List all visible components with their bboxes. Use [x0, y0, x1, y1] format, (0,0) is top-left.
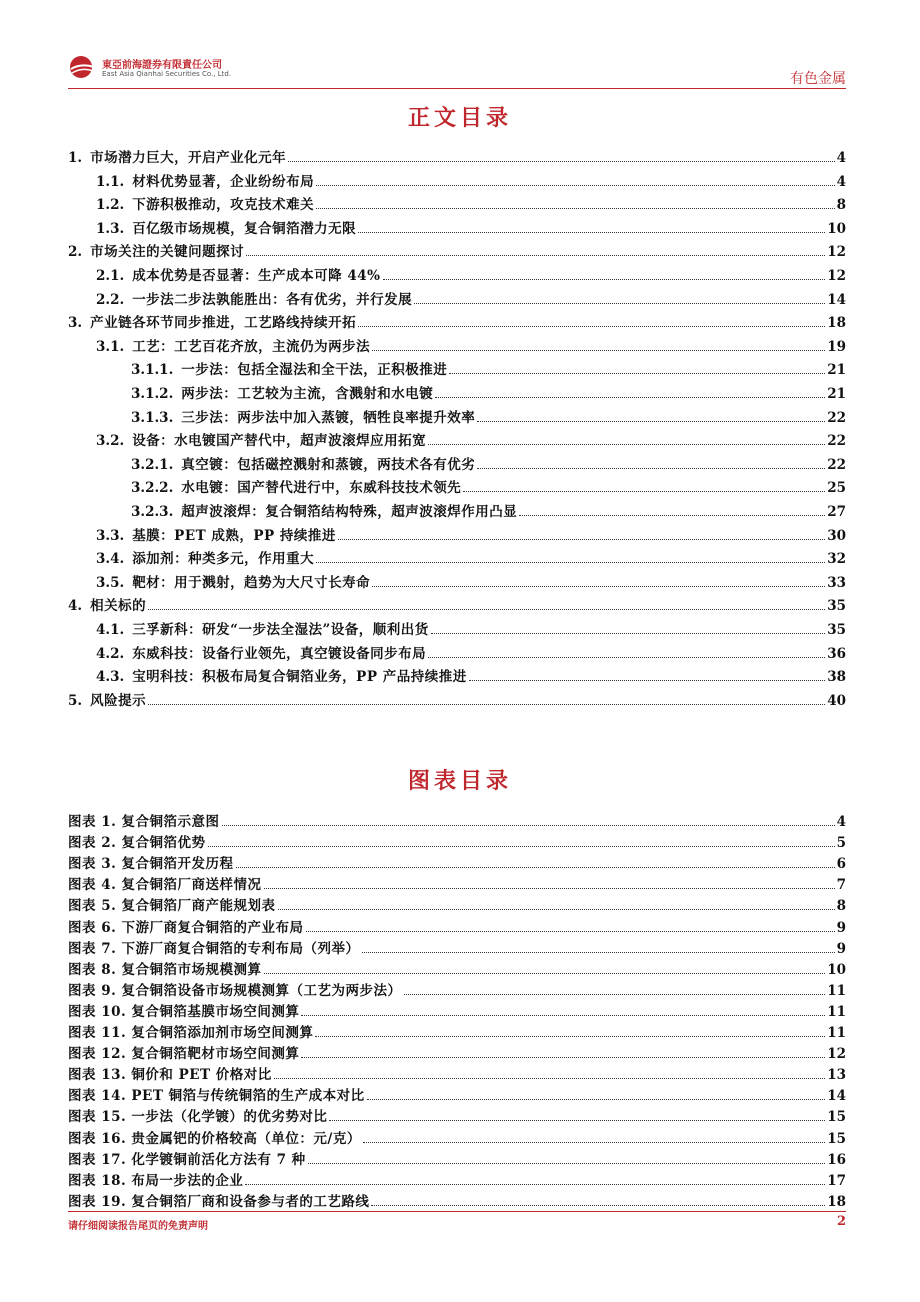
dot-leader [301, 1014, 825, 1016]
figure-entry-title: 图表 9. 复合铜箔设备市场规模测算（工艺为两步法） [68, 982, 402, 999]
figure-entry[interactable] [68, 937, 846, 957]
company-logo-icon [68, 54, 98, 80]
toc-entry-number: 2.1. [96, 268, 125, 284]
figure-entry-title: 图表 7. 下游厂商复合铜箔的专利布局（列举） [68, 940, 360, 957]
toc-entry-page: 22 [827, 456, 846, 473]
toc-entry-page: 12 [827, 244, 846, 261]
figure-entry[interactable] [68, 1105, 846, 1125]
toc-entry-title: 超声波滚焊：复合铜箔结构特殊，超声波滚焊作用凸显 [181, 504, 518, 520]
toc-entry-page: 22 [827, 409, 846, 426]
toc-entry-number: 1.1. [96, 173, 125, 190]
toc-entry-number: 3.1. [96, 338, 125, 355]
figure-entry-title: 图表 13. 铜价和 PET 价格对比 [68, 1067, 272, 1084]
figure-entry-page: 9 [836, 919, 846, 936]
toc-entry-title: 三步法：两步法中加入蒸镀，牺牲良率提升效率 [181, 409, 476, 426]
figure-entry[interactable] [68, 1063, 846, 1083]
toc-entry[interactable] [68, 500, 846, 520]
toc-entry-number: 3.1.1. [131, 362, 174, 379]
toc-entry-number: 3.4. [96, 551, 125, 568]
figure-entry-title: 图表 12. 复合铜箔靶材市场空间测算 [68, 1046, 300, 1063]
toc-entry-title: 风险提示 [90, 692, 147, 709]
footer-divider [68, 1211, 846, 1212]
toc-entry-page: 38 [827, 669, 846, 686]
toc-entry-number: 3.2. [96, 433, 125, 450]
figure-entry[interactable] [68, 1021, 846, 1041]
dot-leader [316, 207, 834, 209]
toc-entry[interactable] [68, 264, 846, 284]
dot-leader [469, 679, 826, 681]
dot-leader [288, 160, 835, 162]
figure-entry-page: 10 [827, 961, 846, 978]
toc-entry[interactable] [68, 594, 846, 614]
dot-leader [308, 1162, 826, 1164]
dot-leader [371, 1204, 825, 1206]
figure-entry[interactable] [68, 1042, 846, 1062]
figure-entry-page: 14 [827, 1088, 846, 1105]
dot-leader [463, 490, 825, 492]
figure-entry-page: 7 [836, 877, 846, 894]
figure-entry[interactable] [68, 916, 846, 936]
toc-entry-title: 百亿级市场规模，复合铜箔潜力无限 [132, 220, 357, 237]
dot-leader [449, 372, 825, 374]
toc-entry-title: 市场潜力巨大，开启产业化元年 [90, 150, 287, 166]
dot-leader [372, 585, 825, 587]
toc-entry[interactable] [68, 524, 846, 544]
toc-entry-page: 14 [827, 291, 846, 308]
toc-entry-number: 4.2. [96, 645, 125, 662]
toc-entry-title: 材料优势显著，企业纷纷布局 [132, 173, 315, 190]
figure-entry-title: 图表 17. 化学镀铜前活化方法有 7 种 [68, 1151, 306, 1168]
toc-title: 正文目录 [407, 105, 512, 131]
figure-entry-page: 11 [827, 1025, 846, 1041]
toc-entry[interactable] [68, 429, 846, 449]
figure-entry-page: 8 [836, 898, 846, 915]
dot-leader [477, 467, 825, 469]
figure-entry-page: 4 [836, 814, 846, 830]
dot-leader [428, 656, 825, 658]
section-tag: 有色金属 [790, 71, 846, 87]
toc-entry-title: 相关标的 [90, 598, 147, 615]
figure-entry-title: 图表 5. 复合铜箔厂商产能规划表 [68, 898, 276, 915]
toc-entry-title: 产业链各环节同步推进，工艺路线持续开拓 [90, 315, 357, 332]
figure-entry-title: 图表 6. 下游厂商复合铜箔的产业布局 [68, 919, 304, 936]
figure-entry-page: 15 [827, 1109, 846, 1126]
toc-entry-page: 35 [827, 622, 846, 638]
dot-leader [301, 1056, 825, 1058]
toc-entry[interactable] [68, 311, 846, 331]
toc-entry-page: 36 [827, 645, 846, 662]
toc-entry-page: 33 [827, 574, 846, 591]
figure-entry[interactable] [68, 810, 846, 830]
company-name-cn: 東亞前海證券有限責任公司 [102, 60, 222, 71]
dot-leader [383, 278, 826, 280]
toc-entry-page: 21 [827, 362, 846, 379]
dot-leader [372, 349, 825, 351]
toc-entry-title: 成本优势是否显著：生产成本可降 44% [132, 268, 381, 284]
figure-entry-title: 图表 2. 复合铜箔优势 [68, 835, 206, 852]
toc-entry-number: 3.5. [96, 574, 125, 591]
toc-entry-title: 一步法：包括全湿法和全干法，正积极推进 [181, 362, 448, 379]
toc-entry-number: 2. [68, 244, 83, 261]
toc-entry-number: 3. [68, 315, 83, 332]
toc-entry-page: 22 [827, 433, 846, 450]
dot-leader [222, 824, 835, 826]
figure-entry-title: 图表 4. 复合铜箔厂商送样情况 [68, 877, 262, 894]
toc-entry-title: 东威科技：设备行业领先，真空镀设备同步布局 [132, 645, 427, 662]
dot-leader [367, 1098, 826, 1100]
toc-entry[interactable] [68, 240, 846, 260]
toc-entry-title: 下游积极推动，攻克技术难关 [132, 197, 315, 214]
dot-leader [362, 951, 835, 953]
toc-entry-number: 3.1.2. [131, 386, 174, 402]
toc-entry-page: 19 [827, 338, 846, 355]
figure-entry-title: 图表 10. 复合铜箔基膜市场空间测算 [68, 1003, 300, 1020]
figure-entry-title: 图表 18. 布局一步法的企业 [68, 1172, 244, 1189]
toc-entry[interactable] [68, 476, 846, 496]
dot-leader [414, 302, 825, 304]
figure-entry-title: 图表 15. 一步法（化学镀）的优劣势对比 [68, 1109, 328, 1126]
figure-entry[interactable] [68, 852, 846, 872]
dot-leader [428, 443, 825, 445]
dot-leader [148, 703, 825, 705]
figure-entry-page: 11 [827, 1003, 846, 1020]
toc-entry-number: 1.3. [96, 220, 125, 237]
dot-leader [246, 254, 825, 256]
toc-entry[interactable] [68, 453, 846, 473]
toc-entry-title: 市场关注的关键问题探讨 [90, 244, 245, 261]
toc-entry[interactable] [68, 288, 846, 308]
figure-entry-title: 图表 19. 复合铜箔厂商和设备参与者的工艺路线 [68, 1193, 370, 1210]
dot-leader [315, 1035, 825, 1037]
figure-entry[interactable] [68, 894, 846, 914]
dot-leader [329, 1119, 825, 1121]
figure-entry[interactable] [68, 1169, 846, 1189]
toc-entry-number: 3.3. [96, 527, 125, 544]
dot-leader [148, 608, 825, 610]
toc-entry[interactable] [68, 358, 846, 378]
toc-entry-number: 4.3. [96, 669, 125, 686]
toc-entry-page: 18 [827, 315, 846, 332]
figure-entry[interactable] [68, 1190, 846, 1210]
toc-entry-page: 32 [827, 551, 846, 568]
figure-entry-page: 9 [836, 940, 846, 957]
toc-entry[interactable] [68, 217, 846, 237]
toc-entry[interactable] [68, 571, 846, 591]
dot-leader [245, 1183, 825, 1185]
dot-leader [358, 231, 825, 233]
toc-entry[interactable] [68, 665, 846, 685]
figure-entry-page: 5 [836, 835, 846, 852]
figure-entry-page: 12 [827, 1046, 846, 1063]
toc-entry-number: 1. [68, 150, 83, 166]
toc-entry-page: 12 [827, 268, 846, 284]
toc-entry-number: 5. [68, 692, 83, 709]
dot-leader [435, 396, 825, 398]
toc-entry-page: 40 [827, 692, 846, 709]
dot-leader [316, 561, 825, 563]
toc-entry-title: 基膜：PET 成熟，PP 持续推进 [132, 527, 336, 544]
figure-entry-page: 18 [827, 1193, 846, 1210]
figure-entry-title: 图表 8. 复合铜箔市场规模测算 [68, 961, 262, 978]
dot-leader [236, 866, 835, 868]
figure-entry-page: 11 [827, 982, 846, 999]
figure-entry-title: 图表 1. 复合铜箔示意图 [68, 814, 220, 830]
figure-entry-title: 图表 14. PET 铜箔与传统铜箔的生产成本对比 [68, 1088, 365, 1105]
toc-entry-number: 3.1.3. [131, 409, 174, 426]
dot-leader [431, 632, 825, 634]
toc-entry[interactable] [68, 618, 846, 638]
dot-leader [363, 1141, 825, 1143]
figure-entry-page: 6 [836, 856, 846, 873]
dot-leader [477, 420, 825, 422]
dot-leader [274, 1077, 825, 1079]
dot-leader [278, 908, 835, 910]
figure-entry[interactable] [68, 1127, 846, 1147]
dot-leader [208, 845, 835, 847]
dot-leader [358, 325, 825, 327]
figure-entry-page: 17 [827, 1172, 846, 1189]
toc-entry-title: 工艺：工艺百花齐放，主流仍为两步法 [132, 338, 371, 355]
toc-entry-title: 添加剂：种类多元，作用重大 [132, 551, 315, 568]
company-name-en: East Asia Qianhai Securities Co., Ltd. [102, 70, 232, 78]
toc-entry-number: 4. [68, 598, 83, 615]
figure-entry-page: 15 [827, 1130, 846, 1147]
toc-entry-number: 3.2.1. [131, 456, 174, 473]
toc-entry-page: 21 [827, 386, 846, 402]
page-number: 2 [836, 1214, 846, 1229]
toc-entry[interactable] [68, 335, 846, 355]
figure-entry[interactable] [68, 958, 846, 978]
toc-entry[interactable] [68, 170, 846, 190]
toc-entry-page: 27 [827, 504, 846, 520]
figure-entry-title: 图表 3. 复合铜箔开发历程 [68, 856, 234, 873]
figure-entry[interactable] [68, 1148, 846, 1168]
toc-entry[interactable] [68, 547, 846, 567]
toc-entry-number: 1.2. [96, 197, 125, 214]
figure-entry[interactable] [68, 979, 846, 999]
toc-entry-page: 8 [836, 197, 846, 214]
toc-entry-page: 35 [827, 598, 846, 615]
toc-entry[interactable] [68, 146, 846, 166]
figure-entry[interactable] [68, 831, 846, 851]
toc-entry[interactable] [68, 406, 846, 426]
toc-entry-title: 两步法：工艺较为主流，含溅射和水电镀 [181, 386, 434, 402]
dot-leader [264, 972, 826, 974]
figure-entry-page: 16 [827, 1151, 846, 1168]
dot-leader [519, 514, 825, 516]
toc-entry-title: 宝明科技：积极布局复合铜箔业务，PP 产品持续推进 [132, 669, 467, 686]
toc-entry[interactable] [68, 689, 846, 709]
figure-entry[interactable] [68, 1000, 846, 1020]
toc-entry-title: 真空镀：包括磁控溅射和蒸镀，两技术各有优劣 [181, 456, 476, 473]
figure-entry[interactable] [68, 1084, 846, 1104]
toc-entry[interactable] [68, 642, 846, 662]
toc-entry-number: 3.2.2. [131, 480, 174, 497]
toc-entry-title: 水电镀：国产替代进行中，东威科技技术领先 [181, 480, 462, 497]
toc-entry-number: 2.2. [96, 291, 125, 308]
toc-entry-title: 设备：水电镀国产替代中，超声波滚焊应用拓宽 [132, 433, 427, 450]
toc-entry-title: 三孚新科：研发“一步法全湿法”设备，顺利出货 [132, 622, 429, 638]
toc-entry[interactable] [68, 193, 846, 213]
header-divider [68, 88, 846, 89]
toc-entry-page: 10 [827, 220, 846, 237]
toc-entry-number: 3.2.3. [131, 504, 174, 520]
toc-entry-title: 一步法二步法孰能胜出：各有优劣，并行发展 [132, 291, 413, 308]
toc-entry-title: 靶材：用于溅射，趋势为大尺寸长寿命 [132, 574, 371, 591]
footer-disclaimer: 请仔细阅读报告尾页的免责声明 [68, 1221, 208, 1232]
figure-entry-title: 图表 16. 贵金属钯的价格较高（单位：元/克） [68, 1130, 361, 1147]
figure-entry-page: 13 [827, 1067, 846, 1084]
toc-entry-number: 4.1. [96, 622, 125, 638]
dot-leader [264, 887, 835, 889]
toc-entry-page: 30 [827, 527, 846, 544]
dot-leader [316, 184, 834, 186]
toc-entry-page: 4 [836, 173, 846, 190]
toc-entry-page: 25 [827, 480, 846, 497]
figure-entry[interactable] [68, 873, 846, 893]
toc-entry-page: 4 [836, 150, 846, 166]
toc-entry[interactable] [68, 382, 846, 402]
dot-leader [404, 993, 826, 995]
dot-leader [338, 538, 825, 540]
dot-leader [306, 930, 835, 932]
figure-entry-title: 图表 11. 复合铜箔添加剂市场空间测算 [68, 1025, 314, 1041]
figure-list-title: 图表目录 [407, 768, 512, 794]
page-header [68, 50, 846, 88]
